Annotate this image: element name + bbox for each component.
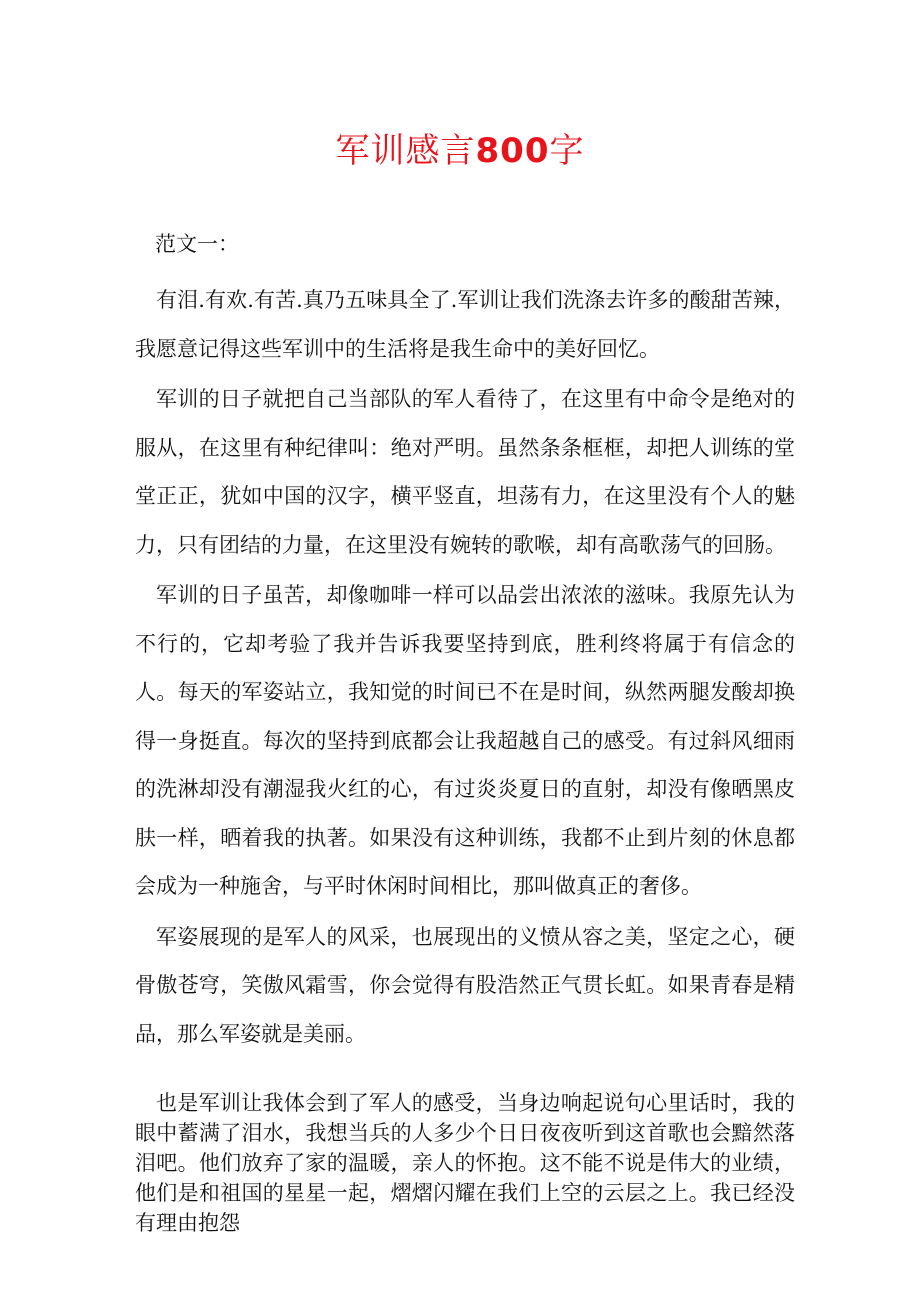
paragraph-4: 军姿展现的是军人的风采，也展现出的义愤从容之美，坚定之心，硬骨傲苍穹，笑傲风霜雪，你会觉得有股浩然正气贯长虹。如果青春是精品，那么军姿就是美丽。 [135, 924, 795, 1046]
paragraph-1: 有泪.有欢.有苦.真乃五味具全了.军训让我们洗涤去许多的酸甜苦辣，我愿意记得这些军训中的生活将是我生命中的美好回忆。 [135, 288, 795, 361]
title-text: 军训感言 [335, 131, 476, 171]
essay-body-continued [135, 1088, 795, 1238]
paragraph-2: 军训的日子就把自己当部队的军人看待了，在这里有中命令是绝对的服从，在这里有种纪律叫：绝对严明。虽然条条框框，却把人训练的堂堂正正，犹如中国的汉字，横平竖直，坦荡有力，在这里没有个人的魅力，只有团结的力量，在这里没有婉转的歌喉，却有高歌荡气的回肠。 [135, 387, 795, 557]
paragraph-3: 军训的日子虽苦，却像咖啡一样可以品尝出浓浓的滋味。我原先认为不行的，它却考验了我并告诉我要坚持到底，胜利终将属于有信念的人。每天的军姿站立，我知觉的时间已不在是时间，纵然两腿发酸却换得一身挺直。每次的坚持到底都会让我超越自己的感受。有过斜风细雨的洗淋却没有潮湿我火红的心，有过炎炎夏日的直射，却没有像晒黑皮肤一样，晒着我的执著。如果没有这种训练，我都不止到片刻的休息都会成为一种施舍，与平时休闲时间相比，那叫做真正的奢侈。 [135, 583, 795, 898]
title-suffix: 字 [549, 131, 585, 171]
paragraph-5: 也是军训让我体会到了军人的感受，当身边响起说句心里话时，我的眼中蓄满了泪水，我想当兵的人多少个日日夜夜听到这首歌也会黯然落泪吧。他们放弃了家的温暖，亲人的怀抱。这不能不说是伟大的业绩，他们是和祖国的星星一起，熠熠闪耀在我们上空的云层之上。我已经没有理由抱怨 [135, 1091, 795, 1235]
section-label: 范文一： [155, 232, 239, 256]
title-number: 800 [475, 131, 550, 171]
page-title [0, 128, 920, 174]
essay-body [135, 276, 795, 1060]
